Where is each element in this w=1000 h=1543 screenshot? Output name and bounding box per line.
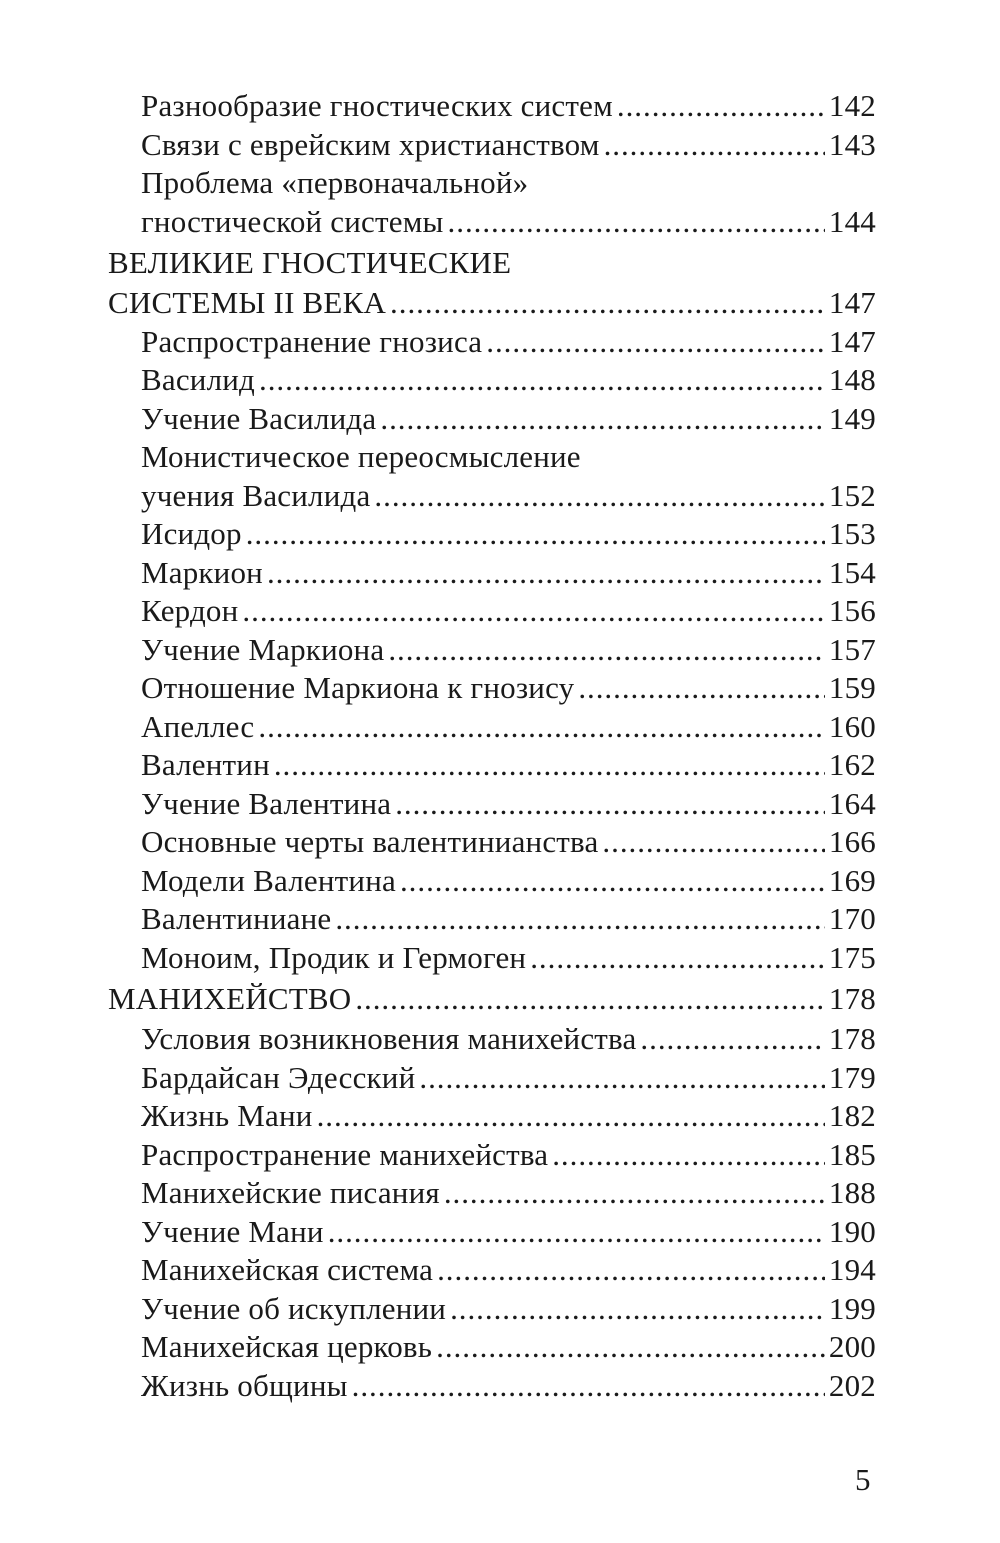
toc-entry-title: Отношение Маркиона к гнозису: [141, 670, 575, 705]
dot-leader: [328, 1213, 825, 1252]
toc-entry: [108, 87, 876, 126]
toc-entry: [108, 592, 876, 631]
toc-entry: [108, 1251, 876, 1290]
dot-leader: [617, 87, 825, 126]
toc-entry-page: 175: [828, 939, 876, 975]
toc-entry-title: Маркион: [141, 554, 263, 590]
toc-entry-title: Учение об искуплении: [141, 1290, 447, 1326]
dot-leader: [419, 1059, 825, 1098]
toc-entry-page: 194: [828, 1252, 876, 1287]
toc-entry-title: Учение Валентина: [141, 785, 392, 821]
toc-entry-page: 154: [828, 554, 876, 590]
toc-entry-title: Кердон: [141, 593, 239, 628]
toc-entry-title: Жизнь общины: [141, 1367, 348, 1403]
toc-entry: [108, 1097, 876, 1136]
toc-entry-title: Исидор: [141, 516, 242, 551]
toc-entry-title: Разнообразие гностических систем: [141, 88, 613, 123]
dot-leader: [390, 284, 825, 323]
toc-entry-title: Валентиниане: [141, 901, 332, 936]
dot-leader: [355, 982, 825, 1021]
toc-entry: [108, 1136, 876, 1175]
toc-entry-page: 142: [828, 88, 876, 123]
toc-section-title-line1: ВЕЛИКИЕ ГНОСТИЧЕСКИЕ: [108, 245, 512, 280]
toc-entry-page: 147: [828, 323, 876, 359]
dot-leader: [259, 361, 825, 400]
dot-leader: [450, 1290, 825, 1329]
toc-entry-title: Моноим, Продик и Гермоген: [141, 939, 527, 975]
toc-entry-page: 179: [828, 1059, 876, 1095]
toc-section-page: 178: [828, 981, 876, 1016]
toc-entry-title: Бардайсан Эдесский: [141, 1059, 416, 1095]
toc-entry-page: 182: [828, 1098, 876, 1133]
toc-entry-page: 190: [828, 1213, 876, 1249]
toc-entry-page: 202: [828, 1367, 876, 1403]
dot-leader: [374, 477, 824, 516]
dot-leader: [604, 126, 825, 165]
dot-leader: [530, 939, 825, 978]
dot-leader: [258, 708, 825, 747]
toc-section: [108, 284, 876, 323]
toc-entry: [108, 1174, 876, 1213]
toc-entry-title: Апеллес: [141, 708, 255, 744]
dot-leader: [640, 1020, 824, 1059]
toc-entry-title: гностической системы: [141, 203, 444, 239]
toc-section-title: СИСТЕМЫ II ВЕКА: [108, 285, 387, 320]
toc-entry: [108, 361, 876, 400]
toc-entry-page: 143: [828, 126, 876, 162]
toc-entry-title: Распространение гнозиса: [141, 323, 483, 359]
dot-leader: [267, 554, 825, 593]
toc-entry: [108, 126, 876, 165]
toc-entry: [108, 939, 876, 978]
toc-entry-title: Учение Маркиона: [141, 631, 385, 667]
toc-entry-title: Манихейская церковь: [141, 1329, 433, 1364]
toc-entry: [108, 203, 876, 242]
toc-entry-title: Распространение манихейства: [141, 1136, 549, 1172]
dot-leader: [400, 862, 825, 901]
toc-entry: [108, 477, 876, 516]
toc-entry: [108, 1020, 876, 1059]
toc-entry: [108, 1213, 876, 1252]
dot-leader: [380, 400, 825, 439]
toc-section-title: МАНИХЕЙСТВО: [108, 981, 352, 1016]
dot-leader: [437, 1251, 825, 1290]
toc-entry-title-line1: Монистическое переосмысление: [141, 439, 581, 474]
dot-leader: [436, 1328, 825, 1367]
dot-leader: [448, 203, 825, 242]
table-of-contents: [108, 87, 876, 1405]
dot-leader: [242, 592, 824, 631]
toc-entry-page: 188: [828, 1175, 876, 1210]
toc-entry-title-line1: Проблема «первоначальной»: [141, 165, 529, 200]
toc-entry-page: 170: [828, 901, 876, 936]
toc-entry: [108, 823, 876, 862]
toc-entry-page: 166: [828, 824, 876, 859]
toc-entry-page: 159: [828, 670, 876, 705]
dot-leader: [602, 823, 824, 862]
toc-entry: [108, 400, 876, 439]
toc-entry-page: 164: [828, 785, 876, 821]
toc-entry-title: учения Василида: [141, 477, 371, 513]
dot-leader: [246, 515, 825, 554]
toc-entry-page: 157: [828, 631, 876, 667]
toc-entry: [108, 554, 876, 593]
toc-entry-title: Модели Валентина: [141, 862, 396, 898]
dot-leader: [444, 1174, 825, 1213]
toc-entry-page: 199: [828, 1290, 876, 1326]
toc-entry-page: 160: [828, 708, 876, 744]
toc-entry: [108, 785, 876, 824]
toc-entry: [108, 862, 876, 901]
toc-entry: [108, 631, 876, 670]
toc-entry-title: Основные черты валентинианства: [141, 824, 599, 859]
toc-entry-title: Связи с еврейским христианством: [141, 126, 600, 162]
dot-leader: [352, 1367, 825, 1406]
toc-entry-title: Учение Мани: [141, 1213, 324, 1249]
toc-entry: [108, 746, 876, 785]
toc-entry-title: Валентин: [141, 747, 270, 782]
toc-entry: [108, 1290, 876, 1329]
dot-leader: [388, 631, 825, 670]
toc-entry-page: 200: [828, 1329, 876, 1364]
toc-entry-page: 156: [828, 593, 876, 628]
toc-entry-title: Василид: [141, 362, 256, 397]
toc-entry: [108, 1059, 876, 1098]
toc-entry-page: 185: [828, 1136, 876, 1172]
toc-entry: [108, 1367, 876, 1406]
dot-leader: [395, 785, 825, 824]
dot-leader: [274, 746, 825, 785]
dot-leader: [335, 900, 825, 939]
toc-entry-page: 152: [828, 477, 876, 513]
dot-leader: [578, 669, 825, 708]
toc-entry-page: 153: [828, 516, 876, 551]
toc-entry-title: Учение Василида: [141, 400, 377, 436]
dot-leader: [552, 1136, 825, 1175]
toc-entry-title: Жизнь Мани: [141, 1098, 313, 1133]
toc-entry-page: 149: [828, 400, 876, 436]
toc-entry-page: 144: [828, 203, 876, 239]
toc-entry: [108, 1328, 876, 1367]
toc-entry-page: 178: [828, 1021, 876, 1056]
toc-entry-page: 162: [828, 747, 876, 782]
toc-entry: [108, 900, 876, 939]
toc-entry-page: 148: [828, 362, 876, 397]
page-number: 5: [855, 1462, 871, 1497]
toc-entry-title: Манихейские писания: [141, 1175, 440, 1210]
dot-leader: [486, 323, 825, 362]
toc-entry: [108, 323, 876, 362]
dot-leader: [317, 1097, 825, 1136]
toc-entry-title: Манихейская система: [141, 1252, 434, 1287]
toc-entry-title: Условия возникновения манихейства: [141, 1021, 637, 1056]
toc-entry: [108, 669, 876, 708]
toc-entry: [108, 708, 876, 747]
toc-entry-page: 169: [828, 862, 876, 898]
toc-section-page: 147: [828, 285, 876, 320]
toc-entry: [108, 515, 876, 554]
toc-section: [108, 977, 876, 1020]
